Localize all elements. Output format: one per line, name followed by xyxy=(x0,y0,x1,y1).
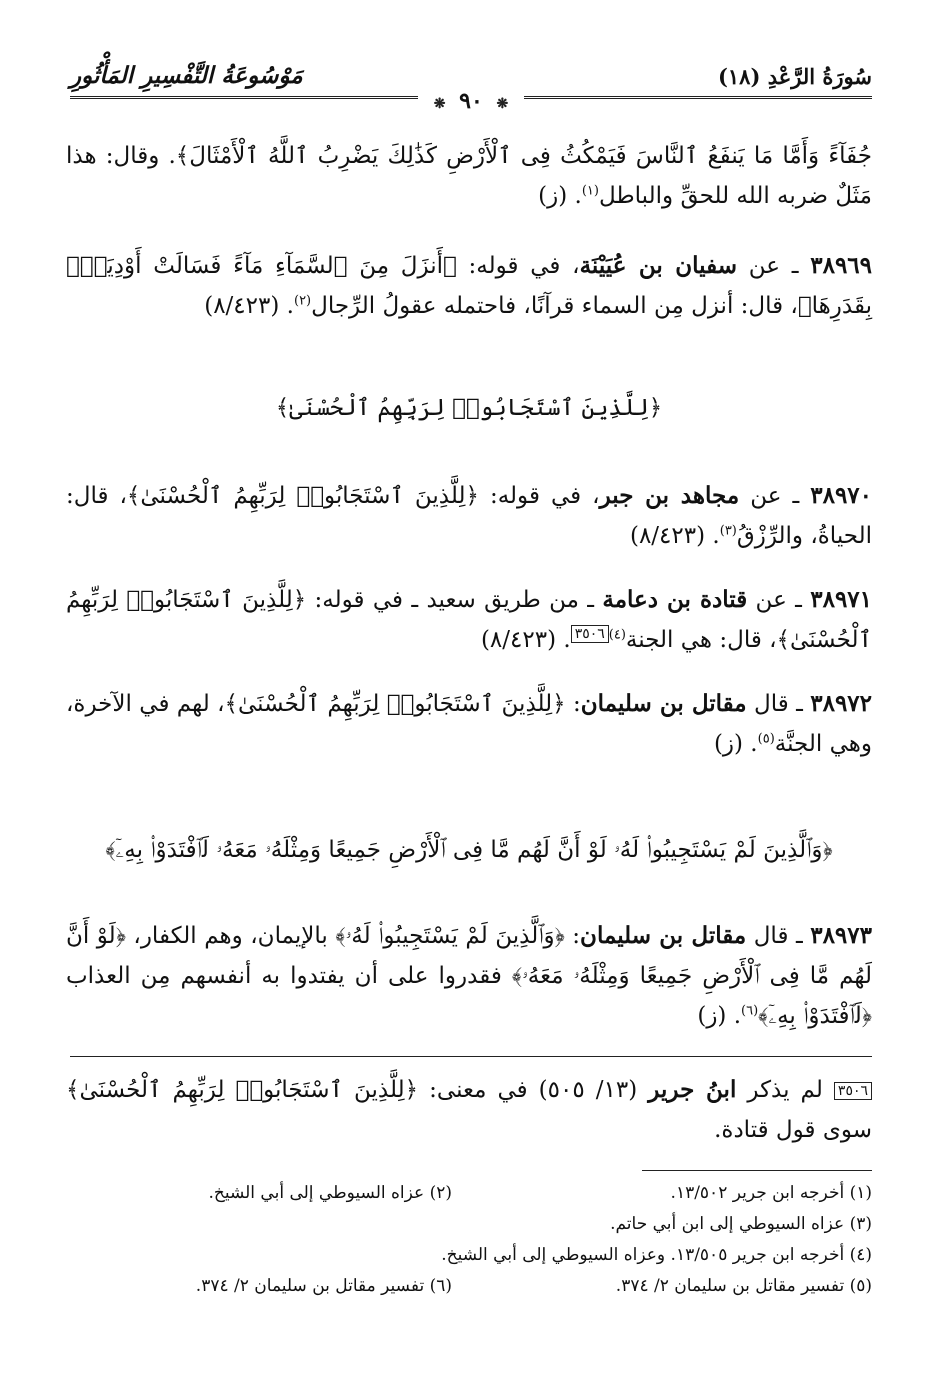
entry-38970 xyxy=(66,476,872,556)
page-number: ٩٠ xyxy=(459,88,483,114)
narrator-name: مجاهد بن جبر xyxy=(599,482,740,509)
narrator-name: مقاتل بن سليمان xyxy=(580,690,747,717)
entry-number: ٣٨٩٧٢ xyxy=(810,690,873,717)
footnote-5: (٥) تفسير مقاتل بن سليمان ٢/ ٣٧٤. xyxy=(615,1276,872,1296)
book-title: مَوْسُوعَةُ التَّفْسِيرِ المَأْثُورِ xyxy=(70,62,303,89)
footnote-row xyxy=(70,1271,872,1302)
narrator-name: قتادة بن دعامة xyxy=(602,586,748,613)
entry-text: ، في قوله: ﴿أَنزَلَ مِنَ ٱلسَّمَآءِ مَآءً فَسَالَتْ أَوْدِيَةٌۢ بِقَدَرِهَا﴾، قال: أنزل مِن السماء قرآنًا، فاحتمله عقولُ الرِّجال xyxy=(66,253,872,319)
footnote-ref: (٥) xyxy=(757,731,775,747)
paragraph-tail: . (ز) xyxy=(538,183,582,209)
entry-text: ، في قوله: ﴿لِلَّذِينَ ٱسْتَجَابُوا۟ لِرَبِّهِمُ ٱلْحُسْنَىٰ﴾، قال: الحياةُ، والرِّزْقُ xyxy=(66,483,872,549)
verse-heading: ﴿لِلَّذِينَ ٱسْتَجَابُوا۟ لِرَبِّهِمُ ٱلْحُسْنَىٰ﴾ xyxy=(275,395,663,421)
commentary-divider xyxy=(70,1056,872,1057)
narrator-name: سفيان بن عُيَيْنَة xyxy=(579,252,738,279)
page-number-row xyxy=(0,88,942,114)
page-number-box xyxy=(418,88,524,114)
entry-number: ٣٨٩٧٣ xyxy=(810,922,872,949)
footnote-divider xyxy=(642,1170,872,1171)
note-text: (١٣/ ٥٠٥) في معنى: ﴿لِلَّذِينَ ٱسْتَجَابُوا۟ لِرَبِّهِمُ ٱلْحُسْنَىٰ﴾ سوى قول قتادة. xyxy=(66,1077,872,1143)
entry-38971 xyxy=(66,580,872,660)
entry-number: ٣٨٩٦٩ xyxy=(810,252,873,279)
note-marker-box: ٣٥٠٦ xyxy=(571,625,609,643)
entry-text: : ﴿وَٱلَّذِينَ لَمْ يَسْتَجِيبُوا۟ لَهُۥ﴾ بالإيمان، وهم الكفار، ﴿لَوْ أَنَّ لَهُم مَّا فِى ٱلْأَرْضِ جَمِيعًا وَمِثْلَهُۥ مَعَهُۥ﴾ فقدروا على أن يفتدوا به أنفسهم مِن العذاب ﴿لَٱفْتَدَوْا۟ بِهِۦٓ﴾ xyxy=(66,923,872,1029)
footnote-ref: (٣) xyxy=(719,523,737,539)
footnote-ref: (٢) xyxy=(293,293,312,309)
entry-text: ـ عن xyxy=(739,483,811,509)
paragraph-text: جُفَآءً وَأَمَّا مَا يَنفَعُ ٱلنَّاسَ فَيَمْكُثُ فِى ٱلْأَرْضِ كَذَٰلِكَ يَضْرِبُ ٱللَّهُ ٱلْأَمْثَالَ﴾. وقال: هذا مَثَلٌ ضربه الله للحقِّ والباطل xyxy=(66,143,872,209)
footnote-row xyxy=(70,1240,872,1271)
footnote-ref: (١) xyxy=(581,183,599,199)
footnote-row xyxy=(70,1209,872,1240)
verse-heading: ﴿وَٱلَّذِينَ لَمْ يَسْتَجِيبُوا۟ لَهُۥ لَوْ أَنَّ لَهُم مَّا فِى ٱلْأَرْضِ جَمِيعًا وَمِثْلَهُۥ مَعَهُۥ لَٱفْتَدَوْا۟ بِهِۦٓ﴾ xyxy=(105,837,833,863)
footnotes xyxy=(70,1178,872,1302)
footnote-4: (٤) أخرجه ابن جرير ١٣/٥٠٥. وعزاه السيوطي إلى أبي الشيخ. xyxy=(441,1245,872,1265)
footnote-1: (١) أخرجه ابن جرير ١٣/٥٠٢. xyxy=(670,1183,872,1203)
entry-text: ـ عن xyxy=(737,253,811,279)
entry-text: ـ قال xyxy=(746,691,811,717)
entry-tail: . (٨/٤٢٣) xyxy=(480,627,571,653)
footnote-ref: (٤) xyxy=(608,627,626,643)
entry-text: ـ قال xyxy=(746,923,811,949)
commentary-note xyxy=(66,1070,872,1150)
ornament-icon: ❋ xyxy=(433,96,446,112)
entry-tail: . (ز) xyxy=(697,1003,742,1029)
footnote-3: (٣) عزاه السيوطي إلى ابن أبي حاتم. xyxy=(610,1214,872,1234)
entry-tail: . (ز) xyxy=(713,731,758,757)
footnote-2: (٢) عزاه السيوطي إلى أبي الشيخ. xyxy=(208,1183,452,1203)
ornament-icon: ❋ xyxy=(496,96,509,112)
entry-tail: . (٨/٤٢٣) xyxy=(204,293,294,319)
entry-text: : ﴿لِلَّذِينَ ٱسْتَجَابُوا۟ لِرَبِّهِمُ ٱلْحُسْنَىٰ﴾، لهم في الآخرة، وهي الجنَّة xyxy=(66,691,872,757)
footnote-ref: (٦) xyxy=(741,1003,759,1019)
scholar-name: ابنُ جرير xyxy=(648,1076,737,1103)
entry-38973 xyxy=(66,916,872,1036)
surah-title: سُورَةُ الرَّعْدِ (١٨) xyxy=(717,64,872,89)
entry-number: ٣٨٩٧٠ xyxy=(810,482,873,509)
entry-text: ـ عن xyxy=(747,587,811,613)
entry-38969 xyxy=(66,246,872,326)
note-marker-box: ٣٥٠٦ xyxy=(834,1082,872,1100)
footnote-6: (٦) تفسير مقاتل بن سليمان ٢/ ٣٧٤. xyxy=(195,1276,452,1296)
entry-38972 xyxy=(66,684,872,764)
footnote-row xyxy=(70,1178,872,1209)
note-text: لم يذكر xyxy=(736,1077,834,1103)
entry-number: ٣٨٩٧١ xyxy=(810,586,873,613)
paragraph-continuation xyxy=(66,136,872,216)
entry-tail: . (٨/٤٢٣) xyxy=(629,523,720,549)
entry-text: ـ من طريق سعيد ـ في قوله: ﴿لِلَّذِينَ ٱسْتَجَابُوا۟ لِرَبِّهِمُ ٱلْحُسْنَىٰ﴾، قال: هي الجنة xyxy=(66,587,872,653)
narrator-name: مقاتل بن سليمان xyxy=(580,922,747,949)
